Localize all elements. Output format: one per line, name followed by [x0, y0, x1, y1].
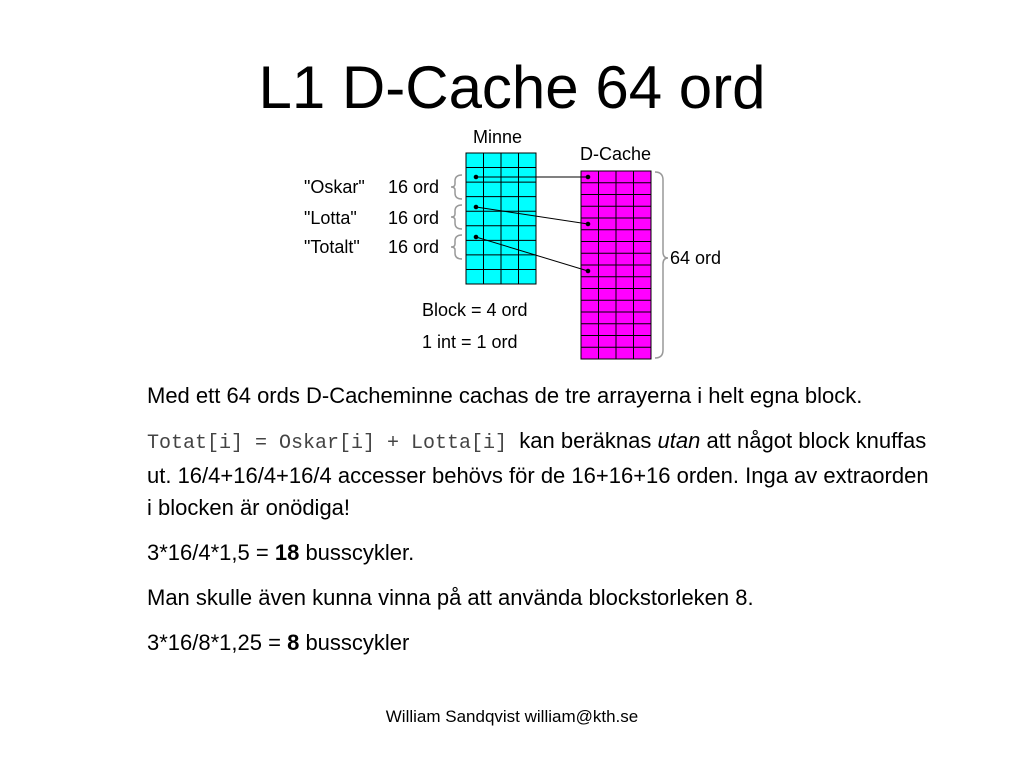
array-totalt-size: 16 ord — [388, 237, 440, 257]
int-size-note: 1 int = 1 ord — [422, 332, 518, 352]
calc-4-unit: busscykler. — [299, 540, 415, 565]
code-text-b: att något block knuffas ut. 16/4+16/4+16/4 accesser behövs för de 16+16+16 orden. Inga av extraorden i blocken är onödiga! — [147, 428, 929, 520]
cache-diagram — [0, 0, 1024, 370]
calc-4-expression: 3*16/4*1,5 = — [147, 540, 275, 565]
paragraph-calc-8 — [147, 627, 937, 659]
calc-8-expression: 3*16/8*1,25 = — [147, 630, 288, 655]
brace-totalt — [451, 235, 462, 259]
cache-size-label: 64 ord — [670, 248, 722, 268]
cache-label: D-Cache — [580, 144, 652, 164]
calc-8-unit: busscykler — [299, 630, 410, 655]
code-text-a: kan beräknas — [519, 428, 652, 453]
code-expression: Totat[i] = Oskar[i] + Lotta[i] — [147, 432, 508, 455]
paragraph-blocksize-8: Man skulle även kunna vinna på att använda blockstorleken 8. — [147, 585, 754, 610]
slide-footer: William Sandqvist william@kth.se — [385, 707, 639, 726]
paragraph-calc-4 — [147, 537, 937, 569]
paragraph-code — [147, 425, 937, 524]
brace-lotta — [451, 205, 462, 229]
code-text-emphasis: utan — [657, 428, 701, 453]
cache-block — [581, 171, 651, 359]
block-size-note: Block = 4 ord — [422, 300, 528, 320]
slide-body — [147, 380, 937, 672]
calc-8-result: 8 — [287, 630, 300, 655]
array-lotta-name: "Lotta" — [304, 208, 357, 228]
array-oskar-name: "Oskar" — [304, 177, 365, 197]
memory-label: Minne — [473, 127, 523, 147]
array-totalt-name: "Totalt" — [304, 237, 360, 257]
memory-block — [466, 153, 536, 284]
slide-title: L1 D-Cache 64 ord — [258, 54, 766, 121]
calc-4-result: 18 — [274, 540, 300, 565]
array-oskar-size: 16 ord — [388, 177, 440, 197]
brace-oskar — [451, 175, 462, 199]
brace-cache — [655, 172, 668, 358]
paragraph-intro: Med ett 64 ords D-Cacheminne cachas de tre arrayerna i helt egna block. — [147, 383, 863, 408]
array-lotta-size: 16 ord — [388, 208, 440, 228]
